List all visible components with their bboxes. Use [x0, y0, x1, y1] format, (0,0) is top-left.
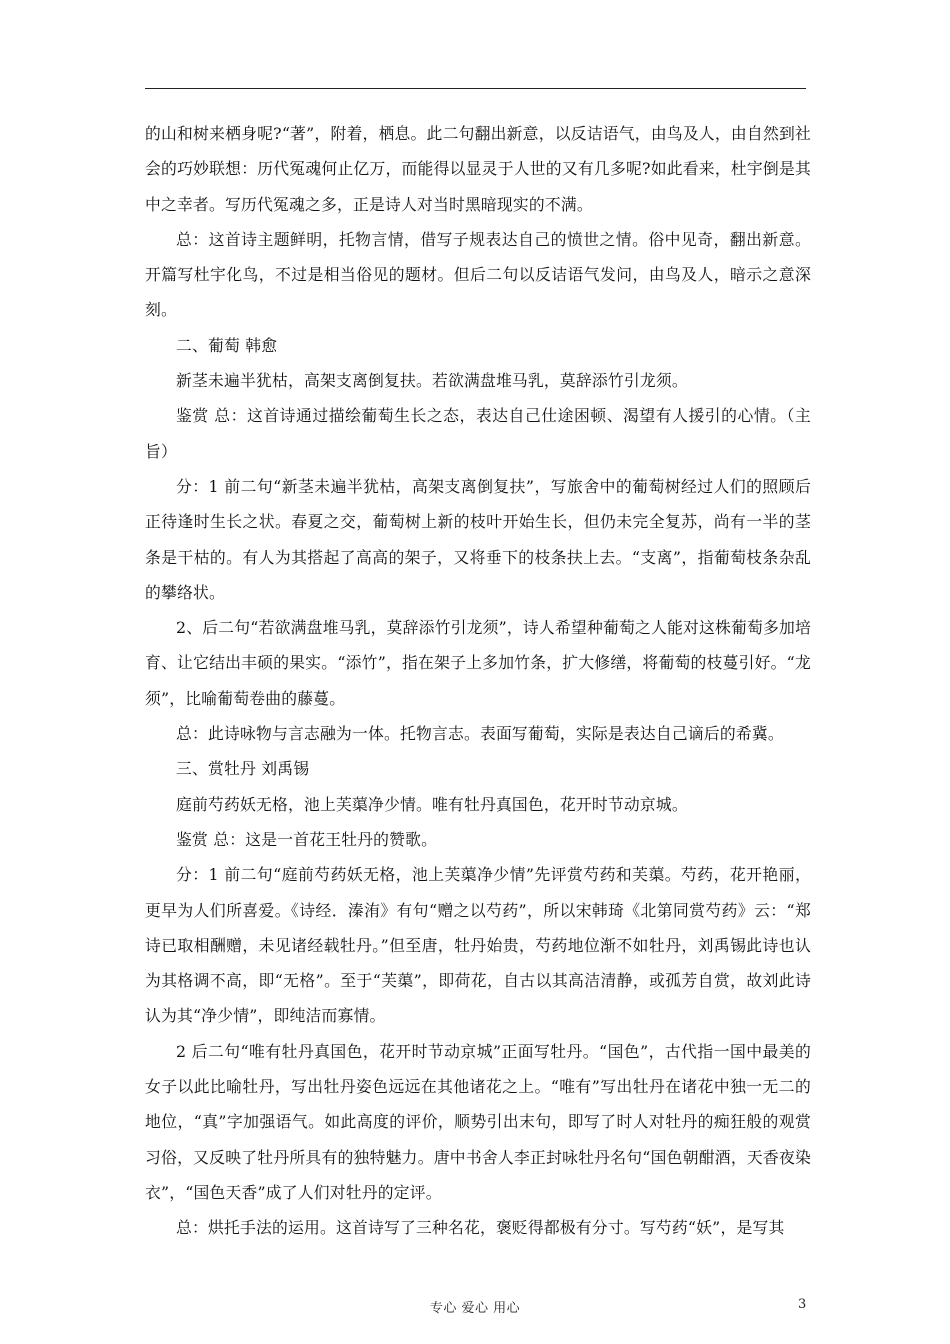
paragraph-summary-grape: 总：此诗咏物与言志融为一体。托物言志。表面写葡萄，实际是表达自己谪后的希冀。	[176, 724, 784, 744]
paragraph-summary-1: 总：这首诗主题鲜明，托物言情，借写子规表达自己的愤世之情。俗中见奇，翻出新意。开篇写杜宇化鸟，不过是相当俗见的题材。但后二句以反诘语气发问，由鸟及人，暗示之意深刻。	[145, 229, 811, 320]
paragraph-summary-peony: 总：烘托手法的运用。这首诗写了三种名花，褒贬得都极有分寸。写芍药“妖”，是写其	[176, 1218, 785, 1238]
footer-text: 专心 爱心 用心	[429, 1301, 521, 1316]
section-heading-grape: 二、葡萄 韩愈	[176, 335, 278, 355]
section-heading-peony: 三、赏牡丹 刘禹锡	[176, 759, 310, 779]
paragraph-appreciation-peony: 鉴赏 总：这是一首花王牡丹的赞歌。	[176, 829, 438, 849]
paragraph-analysis-grape-2: 2、后二句“若欲满盘堆马乳，莫辞添竹引龙须”，诗人希望种葡萄之人能对这株葡萄多加培育、让它结出丰硕的果实。“添竹”，指在架子上多加竹条，扩大修缮，将葡萄的枝蔓引好。“龙须”，比喻葡萄卷曲的藤蔓。	[145, 618, 811, 708]
paragraph-analysis-peony-1: 分：1 前二句“庭前芍药妖无格，池上芙蕖净少情”先评赏芍药和芙蕖。芍药，花开艳丽，更早为人们所喜爱。《诗经．溱洧》有句“赠之以芍药”，所以宋韩琦《北第同赏芍药》云：“郑诗已取相酬赠，未见诸经载牡丹。”但至唐，牡丹始贵，芍药地位渐不如牡丹，刘禹锡此诗也认为其格调不高，即“无格”。至于“芙蕖”，即荷花，自古以其高洁清静，或孤芳自赏，故刘此诗认为其“净少情”，即纯洁而寡情。	[145, 865, 811, 1026]
paragraph-analysis-grape-1: 分：1 前二句“新茎未遍半犹枯，高架支离倒复扶”，写旅舍中的葡萄树经过人们的照顾后正待逢时生长之状。春夏之交，葡萄树上新的枝叶开始生长，但仍未完全复苏，尚有一半的茎条是干枯的。有人为其搭起了高高的架子，又将垂下的枝条扶上去。“支离”，指葡萄枝条杂乱的攀络状。	[145, 476, 811, 602]
page-number: 3	[798, 1297, 807, 1312]
poem-peony: 庭前芍药妖无格，池上芙蕖净少情。唯有牡丹真国色，花开时节动京城。	[176, 794, 688, 814]
paragraph-appreciation-grape: 鉴赏 总：这首诗通过描绘葡萄生长之态，表达自己仕途困顿、渴望有人援引的心情。（主旨）	[145, 406, 811, 461]
poem-grape: 新茎未遍半犹枯，高架支离倒复扶。若欲满盘堆马乳，莫辞添竹引龙须。	[176, 371, 688, 391]
header-rule	[145, 88, 806, 89]
paragraph-analysis-peony-2: 2 后二句“唯有牡丹真国色，花开时节动京城”正面写牡丹。“国色”，古代指一国中最美的女子以此比喻牡丹，写出牡丹姿色远远在其他诸花之上。“唯有”写出牡丹在诸花中独一无二的地位，“真”字加强语气。如此高度的评价，顺势引出末句，即写了时人对牡丹的痴狂般的观赏习俗，又反映了牡丹所具有的独特魅力。唐中书舍人李正封咏牡丹名句“国色朝酣酒，天香夜染衣”，“国色天香”成了人们对牡丹的定评。	[145, 1041, 811, 1202]
paragraph-continuation: 的山和树来栖身呢?“著”，附着，栖息。此二句翻出新意，以反诘语气，由鸟及人，由自然到社会的巧妙联想：历代冤魂何止亿万，而能得以显灵于人世的又有几多呢?如此看来，杜宇倒是其中之幸者。写历代冤魂之多，正是诗人对当时黑暗现实的不满。	[145, 124, 811, 214]
document-body	[145, 116, 811, 1246]
